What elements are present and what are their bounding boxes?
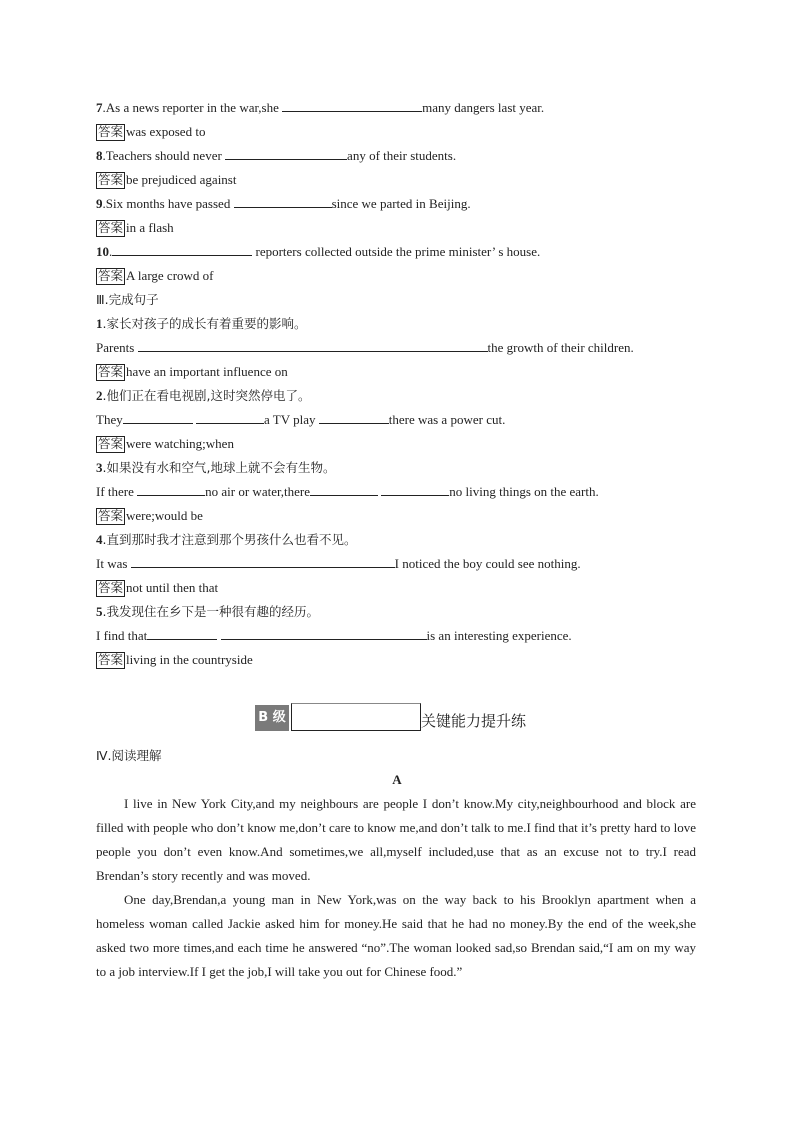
question-3-3-chinese: 3.如果没有水和空气,地球上就不会有生物。 — [96, 460, 336, 475]
answer-blank[interactable] — [131, 555, 395, 568]
question-3-5-chinese: 5.我发现住在乡下是一种很有趣的经历。 — [96, 604, 319, 619]
answer-blank[interactable] — [137, 483, 205, 496]
answer-3-3: 答案 were;would be — [98, 508, 203, 523]
answer-label: 答案 — [98, 653, 124, 667]
answer-label: 答案 — [98, 125, 124, 139]
answer-blank[interactable] — [138, 339, 488, 352]
question-3-2: They a TV play there was a power cut. — [96, 412, 506, 427]
question-7: 7.As a news reporter in the war,she many dangers last year. — [96, 100, 545, 115]
answer-9: 答案 in a flash — [98, 220, 174, 235]
answer-blank[interactable] — [310, 483, 378, 496]
answer-blank[interactable] — [221, 627, 427, 640]
question-3-1-chinese: 1.家长对孩子的成长有着重要的影响。 — [96, 316, 307, 331]
answer-7: 答案 was exposed to — [98, 124, 206, 139]
answer-3-1: 答案 have an important influence on — [98, 364, 288, 379]
passage-paragraph-1: I live in New York City,and my neighbours are people I don’t know.My city,neighbourhood and block are filled with people who don’t know me,don’t care to know me,and don’t talk to me.I find that it’s pretty hard to love people you don’t even know.And sometimes,we all,myself included,use that as an excuse not to try.I read Brendan’s story recently and was moved. — [96, 796, 696, 883]
passage-label: A — [392, 772, 402, 787]
section-4-heading: Ⅳ.阅读理解 — [96, 748, 162, 763]
answer-blank[interactable] — [147, 627, 217, 640]
question-3-1: Parents the growth of their children. — [96, 340, 634, 355]
answer-label: 答案 — [98, 365, 124, 379]
answer-blank[interactable] — [282, 99, 422, 112]
level-box — [291, 703, 421, 731]
question-10: 10. reporters collected outside the prime minister’ s house. — [96, 244, 541, 259]
passage-paragraph-2: One day,Brendan,a young man in New York,was on the way back to his Brooklyn apartment when a homeless woman called Jackie asked him for money.He said that he had no money.By the end of the week,she asked two more times,and each time he answered “no”.The woman looked sad,so Brendan said,“I am on my way to a job interview.If I get the job,I will take you out for Chinese food.” — [96, 892, 696, 979]
answer-3-2: 答案 were watching;when — [98, 436, 234, 451]
level-badge: B 级 — [255, 705, 289, 731]
level-title: 关键能力提升练 — [421, 712, 527, 730]
question-3-4: It was I noticed the boy could see nothing. — [96, 556, 581, 571]
answer-10: 答案 A large crowd of — [98, 268, 214, 283]
answer-3-5: 答案 living in the countryside — [98, 652, 253, 667]
answer-blank[interactable] — [381, 483, 449, 496]
answer-label: 答案 — [98, 269, 124, 283]
answer-label: 答案 — [98, 173, 124, 187]
question-3-4-chinese: 4.直到那时我才注意到那个男孩什么也看不见。 — [96, 532, 357, 547]
answer-blank[interactable] — [196, 411, 264, 424]
question-3-3: If there no air or water,there no living things on the earth. — [96, 484, 599, 499]
section-3-heading: Ⅲ.完成句子 — [96, 292, 159, 307]
answer-blank[interactable] — [123, 411, 193, 424]
question-3-5: I find that is an interesting experience. — [96, 628, 572, 643]
answer-8: 答案 be prejudiced against — [98, 172, 237, 187]
question-3-2-chinese: 2.他们正在看电视剧,这时突然停电了。 — [96, 388, 311, 403]
question-8: 8.Teachers should never any of their students. — [96, 148, 457, 163]
question-9: 9.Six months have passed since we parted in Beijing. — [96, 196, 471, 211]
answer-blank[interactable] — [234, 195, 332, 208]
answer-label: 答案 — [98, 437, 124, 451]
answer-label: 答案 — [98, 509, 124, 523]
answer-blank[interactable] — [319, 411, 389, 424]
answer-label: 答案 — [98, 221, 124, 235]
answer-3-4: 答案 not until then that — [98, 580, 219, 595]
answer-blank[interactable] — [112, 243, 252, 256]
answer-label: 答案 — [98, 581, 124, 595]
answer-blank[interactable] — [225, 147, 347, 160]
